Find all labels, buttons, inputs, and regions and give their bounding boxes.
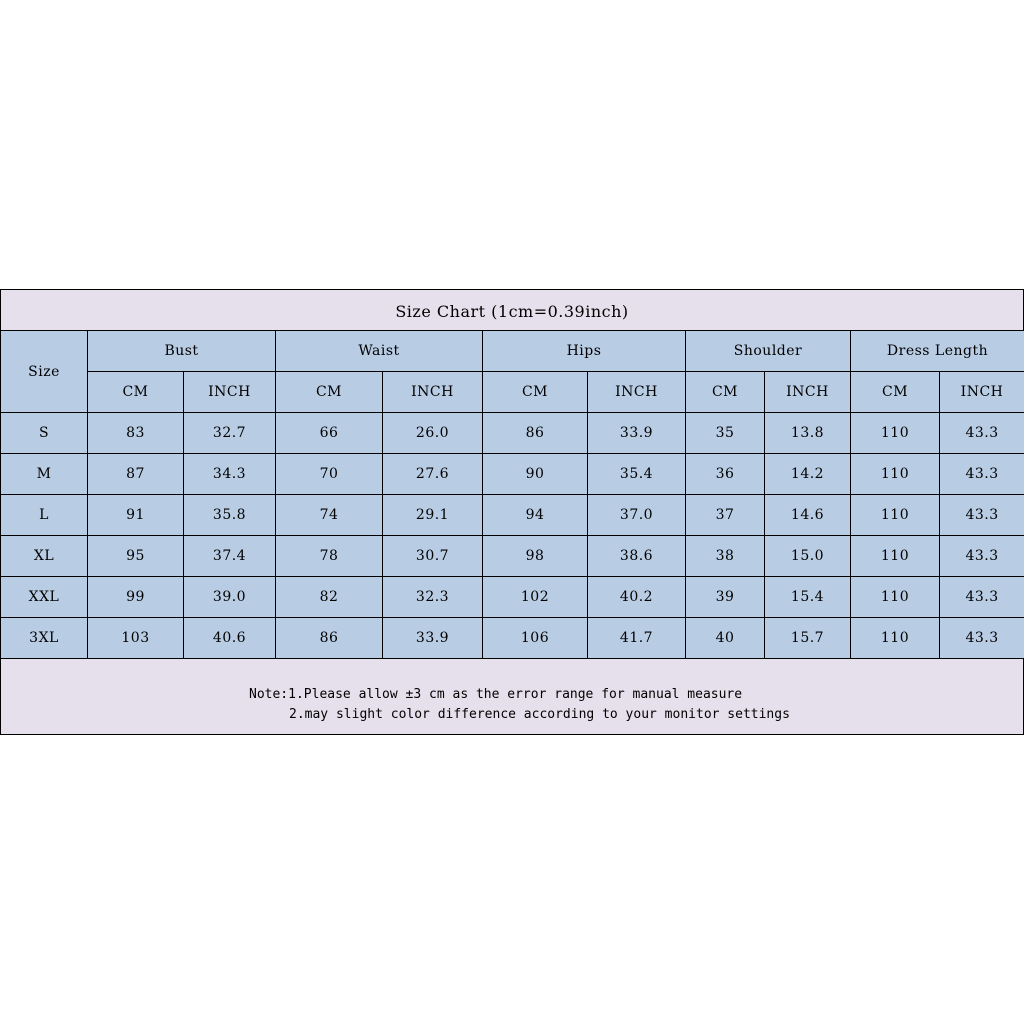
note-line-2: 2.may slight color difference according to your monitor settings xyxy=(289,707,790,722)
size-column-header: Size xyxy=(1,331,88,413)
measurement-cell: 15.0 xyxy=(765,536,851,577)
measurement-cell: 99 xyxy=(88,577,184,618)
measurement-cell: 43.3 xyxy=(940,536,1024,577)
size-label: XL xyxy=(1,536,88,577)
measurement-cell: 36 xyxy=(686,454,765,495)
table-row xyxy=(1,618,1024,659)
header-bust: Bust xyxy=(88,331,276,372)
measurement-cell: 40.6 xyxy=(184,618,276,659)
header-hips: Hips xyxy=(483,331,686,372)
measurement-cell: 66 xyxy=(276,413,383,454)
measurement-cell: 43.3 xyxy=(940,495,1024,536)
measurement-cell: 33.9 xyxy=(383,618,483,659)
unit-header: CM xyxy=(686,372,765,413)
measurement-cell: 74 xyxy=(276,495,383,536)
measurement-cell: 34.3 xyxy=(184,454,276,495)
header-shoulder: Shoulder xyxy=(686,331,851,372)
measurement-cell: 106 xyxy=(483,618,588,659)
measurement-cell: 26.0 xyxy=(383,413,483,454)
size-label: M xyxy=(1,454,88,495)
measurement-cell: 110 xyxy=(851,618,940,659)
measurement-cell: 29.1 xyxy=(383,495,483,536)
measurement-cell: 14.2 xyxy=(765,454,851,495)
header-waist: Waist xyxy=(276,331,483,372)
measurement-cell: 40 xyxy=(686,618,765,659)
measurement-cell: 32.3 xyxy=(383,577,483,618)
measurement-cell: 15.4 xyxy=(765,577,851,618)
measurement-cell: 86 xyxy=(276,618,383,659)
measurement-cell: 86 xyxy=(483,413,588,454)
measurement-cell: 70 xyxy=(276,454,383,495)
table-row xyxy=(1,454,1024,495)
size-chart xyxy=(0,289,1024,735)
measurement-cell: 35 xyxy=(686,413,765,454)
measurement-cell: 103 xyxy=(88,618,184,659)
measurement-cell: 102 xyxy=(483,577,588,618)
measurement-cell: 78 xyxy=(276,536,383,577)
measurement-cell: 38.6 xyxy=(588,536,686,577)
unit-header: INCH xyxy=(765,372,851,413)
size-label: XXL xyxy=(1,577,88,618)
measurement-cell: 38 xyxy=(686,536,765,577)
measurement-cell: 35.8 xyxy=(184,495,276,536)
table-row xyxy=(1,577,1024,618)
chart-title: Size Chart (1cm=0.39inch) xyxy=(395,302,629,321)
size-label: 3XL xyxy=(1,618,88,659)
measurement-cell: 95 xyxy=(88,536,184,577)
measurement-cell: 110 xyxy=(851,413,940,454)
measurement-cell: 37.4 xyxy=(184,536,276,577)
measurement-cell: 32.7 xyxy=(184,413,276,454)
table-row xyxy=(1,495,1024,536)
measurement-cell: 110 xyxy=(851,536,940,577)
measurement-cell: 14.6 xyxy=(765,495,851,536)
measurement-cell: 30.7 xyxy=(383,536,483,577)
measurement-cell: 98 xyxy=(483,536,588,577)
measurement-cell: 82 xyxy=(276,577,383,618)
measurement-cell: 110 xyxy=(851,454,940,495)
header-row-measurements xyxy=(1,331,1024,372)
unit-header: INCH xyxy=(383,372,483,413)
measurement-cell: 43.3 xyxy=(940,413,1024,454)
header-row-units xyxy=(1,372,1024,413)
measurement-cell: 13.8 xyxy=(765,413,851,454)
measurement-cell: 110 xyxy=(851,577,940,618)
unit-header: INCH xyxy=(588,372,686,413)
measurement-cell: 43.3 xyxy=(940,577,1024,618)
unit-header: INCH xyxy=(940,372,1024,413)
measurement-cell: 33.9 xyxy=(588,413,686,454)
table-row xyxy=(1,536,1024,577)
unit-header: CM xyxy=(851,372,940,413)
measurement-cell: 15.7 xyxy=(765,618,851,659)
unit-header: CM xyxy=(483,372,588,413)
measurement-cell: 43.3 xyxy=(940,618,1024,659)
measurement-cell: 110 xyxy=(851,495,940,536)
measurement-cell: 83 xyxy=(88,413,184,454)
note-line-1: Note:1.Please allow ±3 cm as the error range for manual measure xyxy=(249,687,743,702)
measurement-cell: 43.3 xyxy=(940,454,1024,495)
measurement-cell: 40.2 xyxy=(588,577,686,618)
measurement-cell: 37.0 xyxy=(588,495,686,536)
measurement-cell: 94 xyxy=(483,495,588,536)
measurement-cell: 90 xyxy=(483,454,588,495)
unit-header: CM xyxy=(276,372,383,413)
header-dress-length: Dress Length xyxy=(851,331,1024,372)
measurement-cell: 41.7 xyxy=(588,618,686,659)
unit-header: INCH xyxy=(184,372,276,413)
table-row xyxy=(1,413,1024,454)
measurement-cell: 39 xyxy=(686,577,765,618)
unit-header: CM xyxy=(88,372,184,413)
measurement-cell: 39.0 xyxy=(184,577,276,618)
size-label: L xyxy=(1,495,88,536)
size-label: S xyxy=(1,413,88,454)
measurement-cell: 35.4 xyxy=(588,454,686,495)
size-table xyxy=(0,330,1024,659)
measurement-cell: 37 xyxy=(686,495,765,536)
measurement-cell: 27.6 xyxy=(383,454,483,495)
note-section xyxy=(1,675,1023,735)
measurement-cell: 87 xyxy=(88,454,184,495)
measurement-cell: 91 xyxy=(88,495,184,536)
